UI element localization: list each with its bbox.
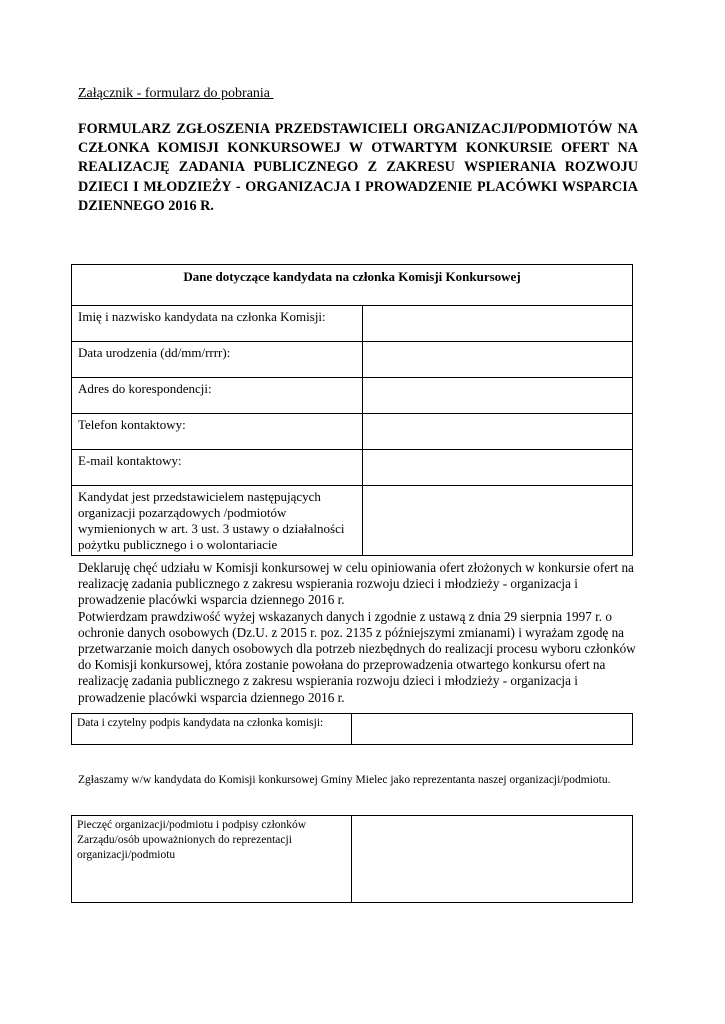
declaration-paragraph-2: Potwierdzam prawdziwość wyżej wskazanych danych i zgodnie z ustawą z dnia 29 sierpnia 1997 r. o ochronie danych osobowych (Dz.U. z 2015 r. poz. 2135 z późniejszymi zmianami) i wyrażam zgodę na przetwarzanie moich danych osobowych dla potrzeb niezbędnych do realizacji procesu wyboru członków do Komisji konkursowej, która zostanie powołana do przeprowadzenia otwartego konkursu ofert na realizację zadania publicznego z zakresu wspierania rozwoju dzieci i młodzieży - organizacja i prowadzenie placówki wsparcia dziennego 2016 r.	[78, 608, 636, 705]
table-row	[72, 486, 633, 556]
table-row	[72, 414, 633, 450]
phone-field[interactable]	[363, 414, 633, 450]
stamp-label: Pieczęć organizacji/podmiotu i podpisy członków Zarządu/osób upoważnionych do reprezentacji organizacji/podmiotu	[72, 816, 352, 903]
table-row	[72, 816, 633, 903]
signature-label: Data i czytelny podpis kandydata na członka komisji:	[72, 714, 352, 745]
table-row	[72, 378, 633, 414]
nomination-text: Zgłaszamy w/w kandydata do Komisji konkursowej Gminy Mielec jako reprezentanta naszej organizacji/podmiotu.	[78, 774, 611, 786]
candidate-data-table	[71, 264, 633, 556]
organizations-field[interactable]	[363, 486, 633, 556]
declaration-paragraph-1: Deklaruję chęć udziału w Komisji konkursowej w celu opiniowania ofert złożonych w konkursie ofert na realizację zadania publicznego z zakresu wspierania rozwoju dzieci i młodzieży - organizacja i prowadzenie placówki wsparcia dziennego 2016 r.	[78, 560, 634, 608]
signature-table	[71, 713, 633, 745]
organizations-label: Kandydat jest przedstawicielem następujących organizacji pozarządowych /podmiotów wymienionych w art. 3 ust. 3 ustawy o działalności pożytku publicznego i o wolontariacie	[72, 486, 363, 556]
phone-label: Telefon kontaktowy:	[72, 414, 363, 450]
table-row	[72, 714, 633, 745]
full-name-label: Imię i nazwisko kandydata na członka Komisji:	[72, 306, 363, 342]
attachment-label: Załącznik - formularz do pobrania	[78, 86, 274, 101]
table-row	[72, 450, 633, 486]
birth-date-field[interactable]	[363, 342, 633, 378]
stamp-field[interactable]	[352, 816, 633, 903]
signature-field[interactable]	[352, 714, 633, 745]
full-name-field[interactable]	[363, 306, 633, 342]
email-field[interactable]	[363, 450, 633, 486]
table-row	[72, 306, 633, 342]
form-title: FORMULARZ ZGŁOSZENIA PRZEDSTAWICIELI ORGANIZACJI/PODMIOTÓW NA CZŁONKA KOMISJI KONKURSOWEJ W OTWARTYM KONKURSIE OFERT NA REALIZACJĘ ZADANIA PUBLICZNEGO Z ZAKRESU WSPIERANIA ROZWOJU DZIECI I MŁODZIEŻY - ORGANIZACJA I PROWADZENIE PLACÓWKI WSPARCIA DZIENNEGO 2016 R.	[78, 121, 638, 214]
email-label: E-mail kontaktowy:	[72, 450, 363, 486]
birth-date-label: Data urodzenia (dd/mm/rrrr):	[72, 342, 363, 378]
address-field[interactable]	[363, 378, 633, 414]
table-row	[72, 342, 633, 378]
candidate-table-header: Dane dotyczące kandydata na członka Komisji Konkursowej	[72, 265, 633, 306]
stamp-table	[71, 815, 633, 903]
candidate-table-header-row	[72, 265, 633, 306]
declaration-text	[78, 560, 638, 706]
address-label: Adres do korespondencji:	[72, 378, 363, 414]
